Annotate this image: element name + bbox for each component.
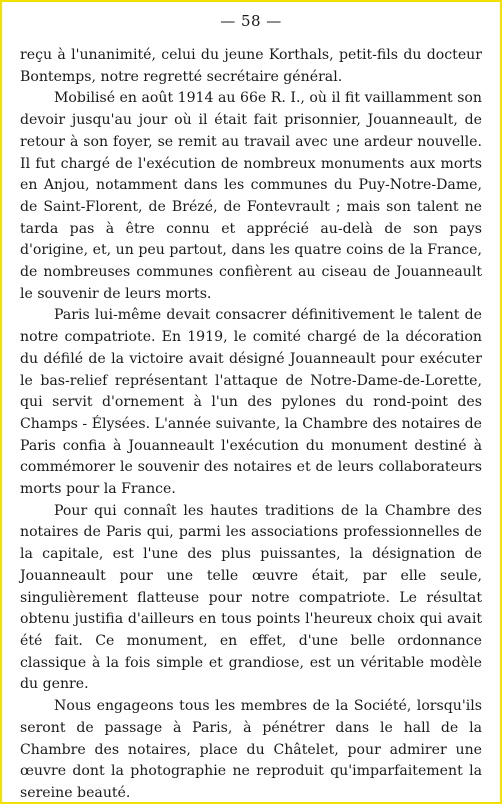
paragraph-4: Pour qui connaît les hautes traditions de la Chambre des notaires de Paris qui, parmi les associations professionnelles de la capitale, est l'une des plus puissantes, la désignation de Jouanneault pour une telle œuvre était, par elle seule, singulièrement flatteuse pour notre compatriote. Le résultat obtenu justifia d'ailleurs en tous points l'heureux choix qui avait été fait. Ce monument, en effet, d'une belle ordonnance classique à la fois simple et grandiose, est un véritable modèle du genre. — [20, 502, 482, 693]
paragraph-5: Nous engageons tous les membres de la Société, lorsqu'ils seront de passage à Paris, à pénétrer dans le hall de la Chambre des notaires, place du Châtelet, pour admirer une œuvre dont la photographie ne reproduit qu'imparfaitement la sereine beauté. — [20, 698, 482, 801]
paragraph-1: reçu à l'unanimité, celui du jeune Korthals, petit-fils du docteur Bontemps, notre regretté secrétaire général. — [20, 47, 482, 85]
paragraph-2: Mobilisé en août 1914 au 66e R. I., où il fit vaillamment son devoir jusqu'au jour où il était fait prisonnier, Jouanneault, de retour à son foyer, se remit au travail avec une ardeur nouvelle. Il fut chargé de l'exécution de nombreux monuments aux morts en Anjou, notamment dans les communes du Puy-Notre-Dame, de Saint-Florent, de Brézé, de Fontevrault ; mais son talent ne tarda pas à être connu et apprécié au-delà de son pays d'origine, et, un peu partout, dans les quatre coins de la France, de nombreuses communes confièrent au ciseau de Jouanneault le souvenir de leurs morts. — [20, 90, 482, 302]
paragraph-3: Paris lui-même devait consacrer définitivement le talent de notre compatriote. En 1919, le comité chargé de la décoration du défilé de la victoire avait désigné Jouanneault pour exécuter le bas-relief représentant l'attaque de Notre-Dame-de-Lorette, qui servit d'ornement à l'un des pylones du rond-point des Champs - Élysées. L'année suivante, la Chambre des notaires de Paris confia à Jouanneault l'exécution du monument destiné à commémorer le souvenir des notaires et de leurs collaborateurs morts pour la France. — [20, 307, 482, 498]
page-number: — 58 — — [220, 12, 282, 30]
body-text — [20, 45, 482, 805]
